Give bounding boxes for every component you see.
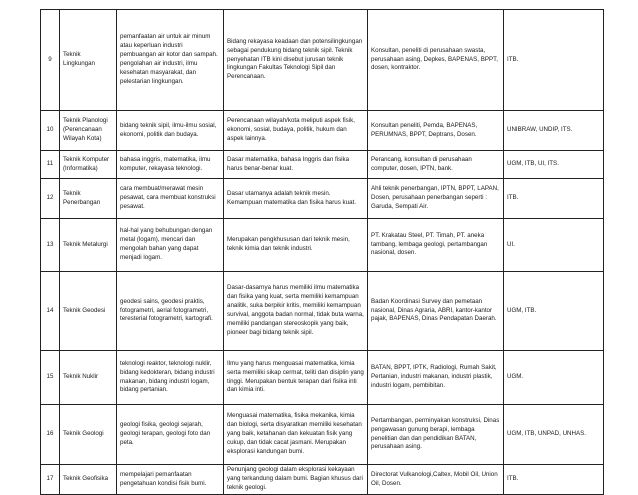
row-number: 16 (41, 405, 60, 465)
career-prospects: Ahli teknik penerbangan, IPTN, BPPT, LAPAN, Dosen, perusahaan penerbangan seperti : Garuda, Sempati Air. (368, 179, 504, 219)
program-name: Teknik Planologi (Perencanaan Wilayah Kota) (60, 111, 117, 151)
table-row (41, 111, 604, 151)
career-prospects: Konsultan, peneliti di perusahaan swasta, perusahaan asing, Depkes, BAPENAS, BPPT, dosen, kontraktor. (368, 10, 504, 111)
universities: ITB. (504, 465, 604, 495)
study-content: pemanfaatan air untuk air minum atau keperluan industri pembuangan air kotor dan sampah. pengolahan air industri, ilmu kesehatan masyarakat, dan pelestarian lingkungan. (117, 10, 224, 111)
row-number: 14 (41, 272, 60, 351)
universities: UGM, ITB, UI, ITS. (504, 151, 604, 179)
table-row (41, 465, 604, 495)
universities: UGM. (504, 351, 604, 405)
row-number: 11 (41, 151, 60, 179)
requirement-text: Menguasai matematika, fisika mekanika, kimia dan biologi, serta disyaratkan memiliki kesehatan yang baik, ketahanan dan kekuatan fisik yang cukup, dan tidak cacat jasmani. Merupakan eksplorasi kandungan bumi. (224, 405, 368, 465)
career-prospects: BATAN, BPPT, IPTK, Radiologi, Rumah Sakit, Pertanian, industri makanan, industri plastik, industri logam, pembibitan. (368, 351, 504, 405)
program-name: Teknik Komputer (Informatika) (60, 151, 117, 179)
majors-table (40, 9, 604, 495)
universities: ITB. (504, 179, 604, 219)
table-row (41, 405, 604, 465)
universities: UNIBRAW, UNDIP, ITS. (504, 111, 604, 151)
program-name: Teknik Nuklir (60, 351, 117, 405)
career-prospects: Perancang, konsultan di perusahaan computer, dosen, IPTN, bank. (368, 151, 504, 179)
table-row (41, 179, 604, 219)
requirement-text: Penunjang geologi dalam eksplorasi kekayaan yang terkandung dalam bumi. Bagian khusus dari teknik geologi. (224, 465, 368, 495)
table-row (41, 272, 604, 351)
study-content: bidang teknik sipil, ilmu-ilmu sosial, ekonomi, politik dan budaya. (117, 111, 224, 151)
row-number: 9 (41, 10, 60, 111)
career-prospects: Directorat Vulkanologi,Caltex, Mobil Oil, Union Oil, Dosen. (368, 465, 504, 495)
row-number: 15 (41, 351, 60, 405)
program-name: Teknik Penerbangan (60, 179, 117, 219)
universities: UI. (504, 219, 604, 272)
requirement-text: Dasar-dasarnya harus memiliki ilmu matematika dan fisika yang kuat, serta memiliki kemampuan analitik, suka berpikir kritis, memiliki kemampuan survival, anggota badan normal, tidak buta warna, memiliki pandangan stereoskopik yang baik, pioneer bagi bidang teknik sipil. (224, 272, 368, 351)
requirement-text: Ilmu yang harus menguasai matematika, kimia serta memiliki sikap cermat, teliti dan disiplin yang tinggi. Merupakan bentuk terapan dari fisika inti dan kimia inti. (224, 351, 368, 405)
table-row (41, 10, 604, 111)
program-name: Teknik Geologi (60, 405, 117, 465)
career-prospects: PT. Krakatau Steel, PT. Timah, PT. aneka tambang, lembaga geologi, pertambangan nasional, dosen. (368, 219, 504, 272)
program-name: Teknik Geodesi (60, 272, 117, 351)
program-name: Teknik Lingkungan (60, 10, 117, 111)
requirement-text: Merupakan pengkhususan dari teknik mesin, teknik kimia dan teknik industri. (224, 219, 368, 272)
study-content: mempelajari pemanfaatan pengetahuan kondisi fisik bumi. (117, 465, 224, 495)
requirement-text: Perencanaan wilayah/kota meliputi aspek fisik, ekonomi, sosial, budaya, politik, hukum dan aspek lainnya. (224, 111, 368, 151)
requirement-text: Bidang rekayasa keadaan dan potensilingkungan sebagai pendukung bidang teknik sipil. Teknik penyehatan ITB kini disebut jurusan teknik lingkungan Fakultas Teknologi Sipil dan Perencanaan. (224, 10, 368, 111)
study-content: cara membuat/merawat mesin pesawat, cara membuat konstruksi pesawat. (117, 179, 224, 219)
row-number: 17 (41, 465, 60, 495)
study-content: geodesi sains, geodesi praktis, fotogrametri, aerial fotogrametri, teresterial fotogrametri, kartografi. (117, 272, 224, 351)
program-name: Teknik Metalurgi (60, 219, 117, 272)
requirement-text: Dasar utamanya adalah teknik mesin. Kemampuan matematika dan fisika harus kuat. (224, 179, 368, 219)
program-name: Teknik Geofisika (60, 465, 117, 495)
table-row (41, 219, 604, 272)
career-prospects: Badan Koordinasi Survey dan pemetaan nasional, Dinas Agraria, ABRI, kantor-kantor pajak, BAPENAS, Dinas Pendapatan Daerah. (368, 272, 504, 351)
study-content: bahasa inggris, matematika, ilmu komputer, rekayasa teknologi. (117, 151, 224, 179)
table-row (41, 351, 604, 405)
study-content: hal-hal yang behubungan dengan metal (logam), mencari dan mengolah bahan yang dapat menjadi logam. (117, 219, 224, 272)
study-content: teknologi reaktor, teknologi nuklir, bidang kedokteran, bidang industri makanan, bidang industri logam, bidang pertanian. (117, 351, 224, 405)
row-number: 13 (41, 219, 60, 272)
row-number: 12 (41, 179, 60, 219)
table-row (41, 151, 604, 179)
requirement-text: Dasar matematika, bahasa Inggris dan fisika harus benar-benar kuat. (224, 151, 368, 179)
universities: UGM, ITB, UNPAD, UNHAS. (504, 405, 604, 465)
study-content: geologi fisika, geologi sejarah, geologi terapan, geologi foto dan peta. (117, 405, 224, 465)
universities: ITB. (504, 10, 604, 111)
career-prospects: Konsultan peneliti, Pemda, BAPENAS, PERUMNAS, BPPT, Deptrans, Dosen. (368, 111, 504, 151)
universities: UGM, ITB. (504, 272, 604, 351)
career-prospects: Pertambangan, perminyakan konstruksi, Dinas pengawasan gunung berapi, lembaga penelitian dan dan pendidikan BATAN, perusahaan asing. (368, 405, 504, 465)
row-number: 10 (41, 111, 60, 151)
